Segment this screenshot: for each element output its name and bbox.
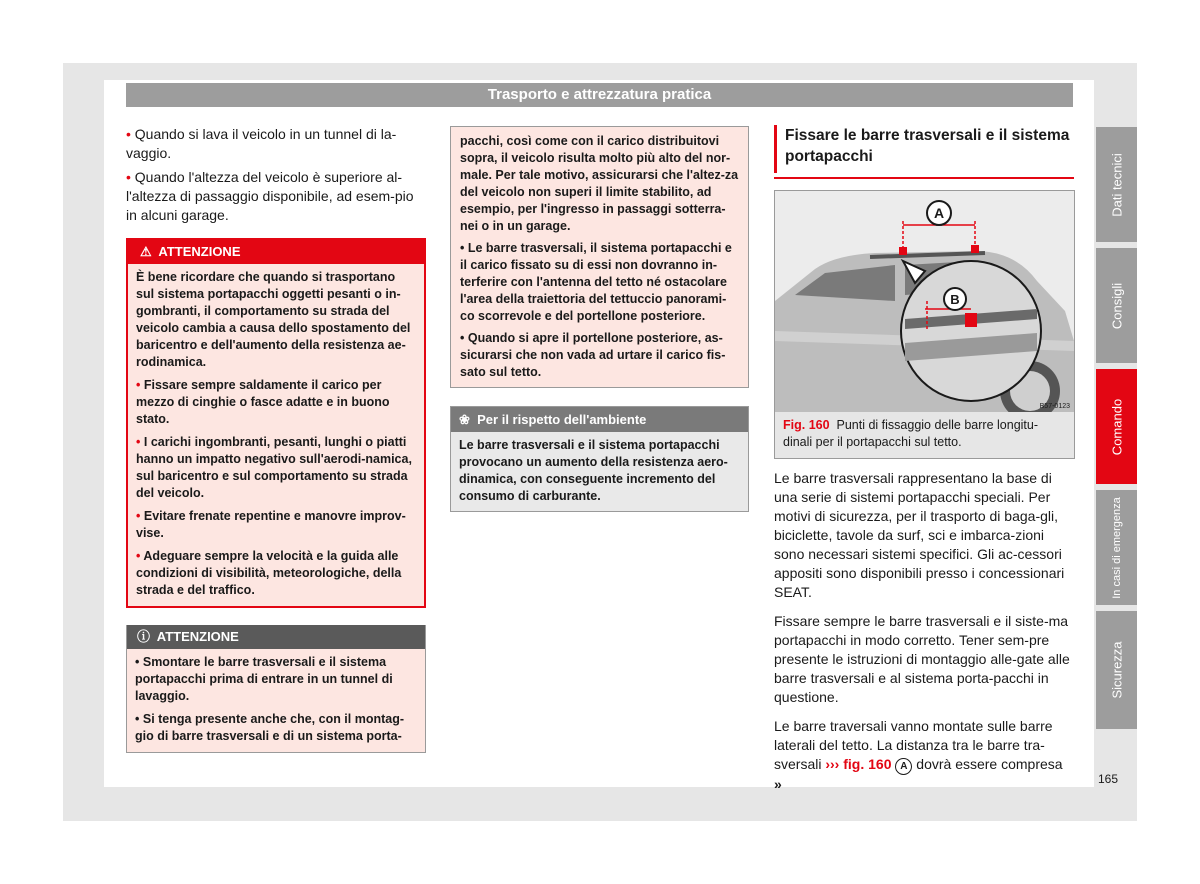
- warning-header: ⓘ ATTENZIONE: [127, 625, 425, 649]
- tab-in-casi-di-emergenza[interactable]: In casi di emergenza: [1096, 490, 1137, 605]
- warning-intro: È bene ricordare che quando si trasportano sul sistema portapacchi oggetti pesanti o in-gombranti, il comportamento su strada del veicolo cambia a causa dello spostamento del baricentro e dell'aumento della resistenza ae-rodinamica.: [136, 270, 411, 369]
- section-title: Fissare le barre trasversali e il sistema portapacchi: [774, 125, 1074, 173]
- list-item: • Si tenga presente anche che, con il montag-gio di barre trasversali e di un sistema porta-: [135, 712, 405, 743]
- car-roof-illustration: [775, 191, 1074, 412]
- list-item: • Adeguare sempre la velocità e la guida alle condizioni di visibilità, meteorologiche, della strada e del traffico.: [136, 549, 402, 597]
- column-middle: [450, 126, 749, 512]
- callout-a-label: A: [933, 205, 945, 221]
- callout-b-label: B: [950, 292, 960, 307]
- warning-triangle-icon: ⚠: [140, 244, 152, 259]
- list-item: • Quando si lava il veicolo in un tunnel di la-vaggio.: [126, 126, 397, 161]
- title-divider: [774, 177, 1074, 179]
- environment-header: ❀ Per il rispetto dell'ambiente: [451, 407, 748, 432]
- list-item: • Smontare le barre trasversali e il sistema portapacchi prima di entrare in un tunnel di lavaggio.: [135, 655, 393, 703]
- tab-consigli[interactable]: Consigli: [1096, 248, 1137, 363]
- figure-caption: Fig. 160 Punti di fissaggio delle barre longitu-dinali per il portapacchi sul tetto.: [775, 412, 1074, 458]
- warning-continuation: pacchi, così come con il carico distribuitovi sopra, il veicolo risulta molto più alto del nor-male. Per tale motivo, assicurarsi che l'altez-za del veicolo non superi il limite stabilito, ad esempio, per l'ingresso in passaggi sotterra-nei o in un garage. • Le barre trasversali, il sistema portapacchi e il carico fissato su di essi non dovranno in-terferire con l'antenna del tetto né ostacolare l'area della traiettoria del tettuccio panorami-co scorrevole e del portellone posteriore. • Quando si apre il portellone posteriore, as-sicurarsi che non vada ad urtare il carico fis-sato sul tetto.: [450, 126, 749, 388]
- page-header: Trasporto e attrezzatura pratica: [126, 83, 1073, 107]
- page-number: 165: [1098, 772, 1119, 786]
- list-item: • Evitare frenate repentine e manovre improv-vise.: [136, 509, 406, 540]
- warning-box-2: [126, 625, 426, 753]
- paragraph: Le barre traversali vanno montate sulle barre laterali del tetto. La distanza tra le barre tra-sversali ››› fig. 160 A dovrà essere compresa »: [774, 718, 1063, 792]
- list-item: • Quando si apre il portellone posteriore, as-sicurarsi che non vada ad urtare il carico fis-sato sul tetto.: [460, 331, 726, 379]
- paragraph: Le barre trasversali rappresentano la base di una serie di sistemi portapacchi speciali. Per motivi di sicurezza, per il trasporto di baga-gli, biciclette, tavole da surf, sci e imbarca-zioni sono necessari sistemi specifici. Gli ac-cessori appositi sono disponibili presso i concessionari SEAT.: [774, 470, 1065, 600]
- figure-code: B57-0123: [1039, 403, 1070, 410]
- cross-ref-arrows: ›››: [825, 756, 840, 772]
- environment-box: [450, 406, 749, 512]
- list-item: • I carichi ingombranti, pesanti, lunghi o piatti hanno un impatto negativo sull'aerodi-namica, sul baricentro e sul comportamento su strada del veicolo.: [136, 435, 412, 500]
- paragraph: Fissare sempre le barre trasversali e il siste-ma portapacchi in modo corretto. Tener sem-pre presente le istruzioni di montaggio alle-gate alle barre trasversali e al sistema porta-pacchi in questione.: [774, 613, 1070, 705]
- tab-comando[interactable]: Comando: [1096, 369, 1137, 484]
- warning-box: [126, 238, 426, 608]
- tab-sicurezza[interactable]: Sicurezza: [1096, 611, 1137, 729]
- callout-a-icon: A: [895, 758, 912, 775]
- figure-link[interactable]: fig. 160: [843, 756, 892, 772]
- column-left: [126, 125, 426, 753]
- warning-header: ⚠ ATTENZIONE: [128, 240, 424, 264]
- flower-icon: ❀: [459, 412, 470, 427]
- tab-dati-tecnici[interactable]: Dati tecnici: [1096, 127, 1137, 242]
- column-right: [774, 125, 1074, 794]
- continue-arrow-icon: »: [774, 776, 782, 792]
- environment-text: Le barre trasversali e il sistema portapacchi provocano un aumento della resistenza aero-dinamica, con conseguente incremento del consumo di carburante.: [459, 438, 728, 503]
- list-item: • Le barre trasversali, il sistema portapacchi e il carico fissato su di essi non dovranno in-terferire con l'antenna del tetto né ostacolare l'area della traiettoria del tettuccio panorami-co scorrevole e del portellone posteriore.: [460, 241, 732, 323]
- list-item: • Quando l'altezza del veicolo è superiore al-l'altezza di passaggio disponibile, ad esem-pio in alcuni garage.: [126, 169, 414, 223]
- list-item: • Fissare sempre saldamente il carico per mezzo di cinghie o fasce adatte e in buono stato.: [136, 378, 390, 426]
- figure: [774, 190, 1075, 459]
- alert-circle-icon: ⓘ: [137, 629, 151, 644]
